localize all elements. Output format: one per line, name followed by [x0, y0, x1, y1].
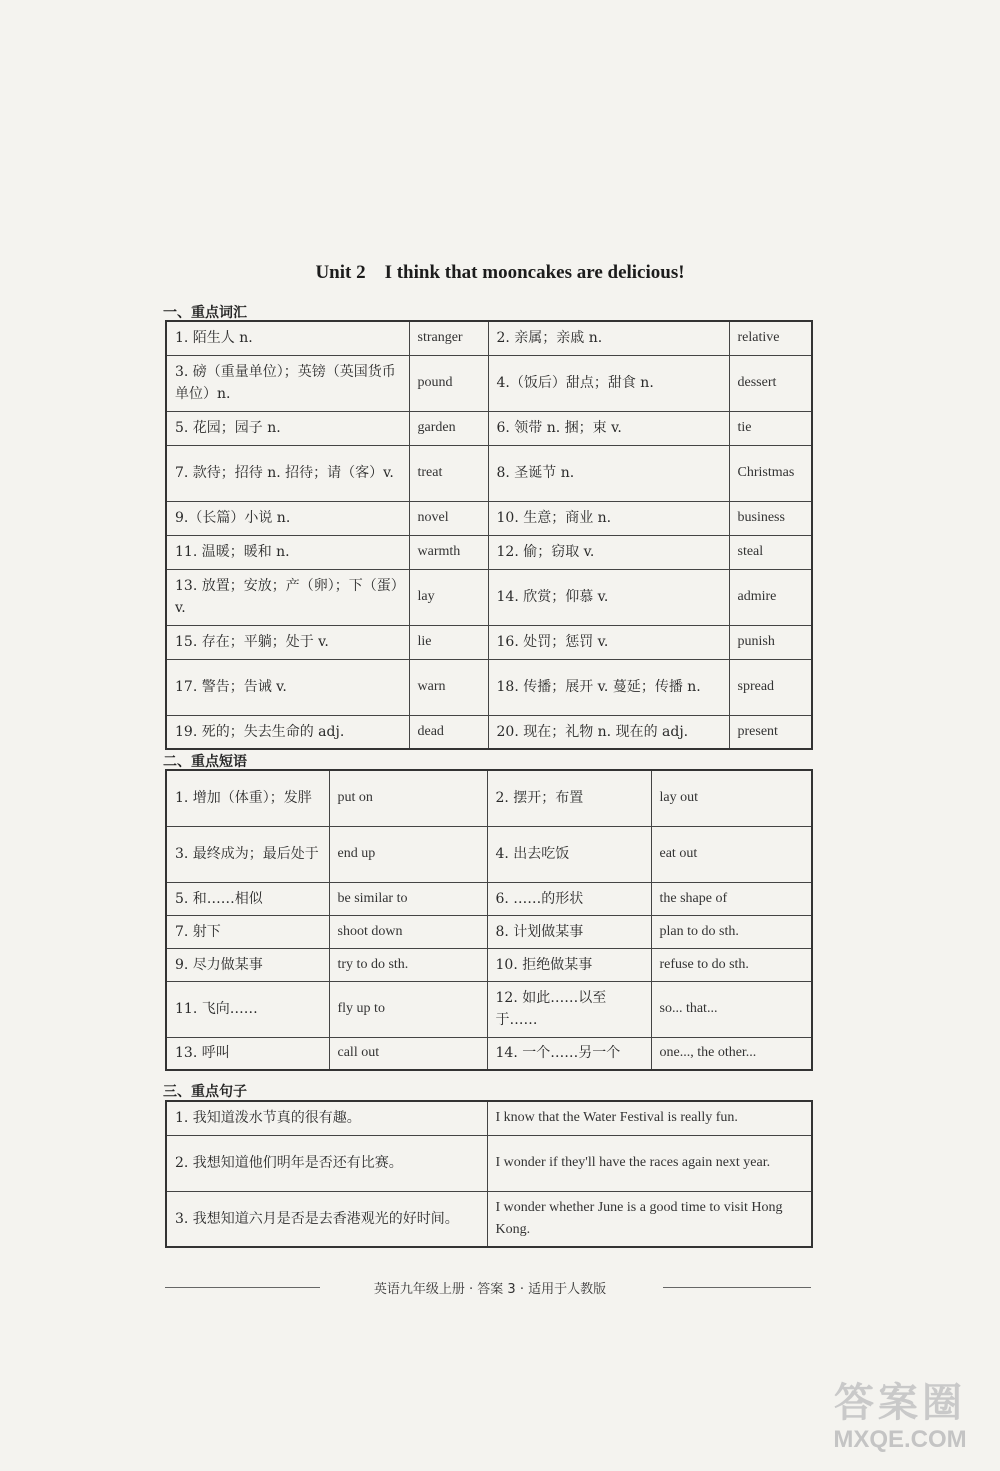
watermark-logo: [815, 1380, 985, 1460]
vocab-chinese-cell: 20. 现在；礼物 n. 现在的 adj.: [488, 715, 729, 749]
section-title-vocab: 一、重点词汇: [163, 305, 247, 321]
phrase-chinese-cell: 1. 增加（体重）；发胖: [166, 770, 329, 826]
vocab-chinese-cell: 9.（长篇）小说 n.: [166, 501, 409, 535]
phrase-chinese-cell: 6. ……的形状: [487, 882, 651, 915]
sentences-table: [165, 1100, 813, 1248]
vocab-english-cell: admire: [729, 569, 812, 625]
vocab-chinese-cell: 11. 温暖；暖和 n.: [166, 535, 409, 569]
phrase-english-cell: plan to do sth.: [651, 915, 812, 948]
vocab-chinese-cell: 3. 磅（重量单位）；英镑（英国货币单位）n.: [166, 355, 409, 411]
phrase-english-cell: try to do sth.: [329, 948, 487, 981]
footer-rule-right: [663, 1287, 811, 1288]
phrase-english-cell: eat out: [651, 826, 812, 882]
vocab-english-cell: novel: [409, 501, 488, 535]
page-footer: [165, 1278, 811, 1298]
vocab-row: [166, 659, 812, 715]
vocab-english-cell: steal: [729, 535, 812, 569]
phrase-chinese-cell: 14. 一个……另一个: [487, 1037, 651, 1070]
phrase-english-cell: be similar to: [329, 882, 487, 915]
vocab-row: [166, 445, 812, 501]
vocab-row: [166, 355, 812, 411]
vocab-english-cell: dessert: [729, 355, 812, 411]
vocab-chinese-cell: 13. 放置；安放；产（卵）；下（蛋）v.: [166, 569, 409, 625]
sentence-row: [166, 1135, 812, 1191]
watermark-top: 答案圈: [834, 1380, 966, 1426]
phrase-chinese-cell: 9. 尽力做某事: [166, 948, 329, 981]
vocab-english-cell: present: [729, 715, 812, 749]
section-title-sentences: 三、重点句子: [163, 1084, 247, 1100]
vocab-chinese-cell: 5. 花园；园子 n.: [166, 411, 409, 445]
vocab-english-cell: relative: [729, 321, 812, 355]
vocab-row: [166, 535, 812, 569]
vocab-chinese-cell: 12. 偷；窃取 v.: [488, 535, 729, 569]
vocab-english-cell: treat: [409, 445, 488, 501]
vocab-english-cell: business: [729, 501, 812, 535]
vocab-row: [166, 501, 812, 535]
vocab-chinese-cell: 4.（饭后）甜点；甜食 n.: [488, 355, 729, 411]
phrase-chinese-cell: 12. 如此……以至于……: [487, 981, 651, 1037]
vocab-row: [166, 715, 812, 749]
phrase-english-cell: the shape of: [651, 882, 812, 915]
sentence-chinese-cell: 2. 我想知道他们明年是否还有比赛。: [166, 1135, 487, 1191]
phrase-row: [166, 770, 812, 826]
phrase-row: [166, 981, 812, 1037]
phrase-chinese-cell: 4. 出去吃饭: [487, 826, 651, 882]
vocab-chinese-cell: 18. 传播；展开 v. 蔓延；传播 n.: [488, 659, 729, 715]
phrase-chinese-cell: 11. 飞向……: [166, 981, 329, 1037]
vocab-row: [166, 411, 812, 445]
phrase-chinese-cell: 13. 呼叫: [166, 1037, 329, 1070]
phrase-row: [166, 826, 812, 882]
vocab-chinese-cell: 19. 死的；失去生命的 adj.: [166, 715, 409, 749]
phrase-english-cell: call out: [329, 1037, 487, 1070]
sentence-english-cell: I wonder if they'll have the races again next year.: [487, 1135, 812, 1191]
vocab-english-cell: lie: [409, 625, 488, 659]
phrase-english-cell: shoot down: [329, 915, 487, 948]
vocab-table: [165, 320, 813, 750]
phrases-table: [165, 769, 813, 1071]
phrase-english-cell: lay out: [651, 770, 812, 826]
phrase-row: [166, 948, 812, 981]
vocab-row: [166, 321, 812, 355]
phrase-row: [166, 915, 812, 948]
phrase-chinese-cell: 5. 和……相似: [166, 882, 329, 915]
phrase-chinese-cell: 2. 摆开；布置: [487, 770, 651, 826]
sentence-row: [166, 1191, 812, 1247]
vocab-chinese-cell: 10. 生意；商业 n.: [488, 501, 729, 535]
vocab-english-cell: spread: [729, 659, 812, 715]
vocab-english-cell: garden: [409, 411, 488, 445]
phrase-english-cell: so... that...: [651, 981, 812, 1037]
vocab-chinese-cell: 2. 亲属；亲戚 n.: [488, 321, 729, 355]
vocab-chinese-cell: 16. 处罚；惩罚 v.: [488, 625, 729, 659]
vocab-row: [166, 569, 812, 625]
sentence-english-cell: I wonder whether June is a good time to visit Hong Kong.: [487, 1191, 812, 1247]
vocab-english-cell: dead: [409, 715, 488, 749]
vocab-chinese-cell: 1. 陌生人 n.: [166, 321, 409, 355]
page-title: Unit 2 I think that mooncakes are delicious!: [315, 262, 685, 283]
phrase-english-cell: fly up to: [329, 981, 487, 1037]
phrase-chinese-cell: 10. 拒绝做某事: [487, 948, 651, 981]
phrase-english-cell: one..., the other...: [651, 1037, 812, 1070]
footer-rule-left: [165, 1287, 320, 1288]
vocab-english-cell: warn: [409, 659, 488, 715]
section-title-phrases: 二、重点短语: [163, 754, 247, 770]
vocab-chinese-cell: 17. 警告；告诫 v.: [166, 659, 409, 715]
watermark-bottom: MXQE.COM: [833, 1426, 967, 1453]
phrase-chinese-cell: 7. 射下: [166, 915, 329, 948]
vocab-english-cell: punish: [729, 625, 812, 659]
vocab-chinese-cell: 7. 款待；招待 n. 招待；请（客）v.: [166, 445, 409, 501]
vocab-chinese-cell: 15. 存在；平躺；处于 v.: [166, 625, 409, 659]
vocab-english-cell: pound: [409, 355, 488, 411]
vocab-english-cell: stranger: [409, 321, 488, 355]
vocab-english-cell: warmth: [409, 535, 488, 569]
phrase-english-cell: put on: [329, 770, 487, 826]
footer-text: 英语九年级上册 · 答案 3 · 适用于人教版: [373, 1282, 607, 1297]
sentence-row: [166, 1101, 812, 1135]
vocab-row: [166, 625, 812, 659]
vocab-english-cell: tie: [729, 411, 812, 445]
phrase-row: [166, 882, 812, 915]
sentence-chinese-cell: 1. 我知道泼水节真的很有趣。: [166, 1101, 487, 1135]
vocab-chinese-cell: 8. 圣诞节 n.: [488, 445, 729, 501]
phrase-english-cell: end up: [329, 826, 487, 882]
phrase-english-cell: refuse to do sth.: [651, 948, 812, 981]
sentence-english-cell: I know that the Water Festival is really fun.: [487, 1101, 812, 1135]
vocab-english-cell: lay: [409, 569, 488, 625]
vocab-chinese-cell: 6. 领带 n. 捆；束 v.: [488, 411, 729, 445]
sentence-chinese-cell: 3. 我想知道六月是否是去香港观光的好时间。: [166, 1191, 487, 1247]
phrase-chinese-cell: 3. 最终成为；最后处于: [166, 826, 329, 882]
phrase-chinese-cell: 8. 计划做某事: [487, 915, 651, 948]
phrase-row: [166, 1037, 812, 1070]
vocab-english-cell: Christmas: [729, 445, 812, 501]
vocab-chinese-cell: 14. 欣赏；仰慕 v.: [488, 569, 729, 625]
